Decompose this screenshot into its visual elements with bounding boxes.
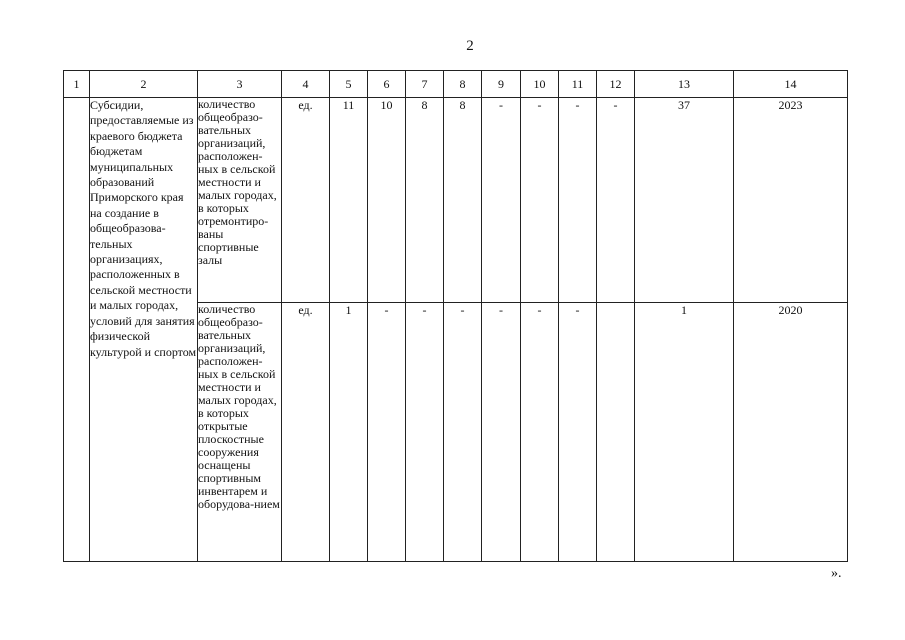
unit-cell: ед. <box>282 303 330 562</box>
value-cell-7: - <box>406 303 444 562</box>
header-cell-4: 4 <box>282 71 330 98</box>
value-cell-9: - <box>482 303 521 562</box>
indicator-cell: количество общеобразо-вательных организаций, расположен-ных в сельской местности и малых городах, в которых открытые плоскостные сооружения оснащены спортивным инвентарем и оборудова-нием <box>198 303 282 562</box>
header-cell-7: 7 <box>406 71 444 98</box>
program-table <box>63 70 848 562</box>
value-cell-9: - <box>482 98 521 303</box>
header-cell-3: 3 <box>198 71 282 98</box>
value-cell-10: - <box>521 303 559 562</box>
header-cell-14: 14 <box>734 71 848 98</box>
total-cell: 37 <box>635 98 734 303</box>
indicator-cell: количество общеобразо-вательных организаций, расположен-ных в сельской местности и малых городах, в которых отремонтиро-ваны спортивные залы <box>198 98 282 303</box>
value-cell-12 <box>597 303 635 562</box>
header-cell-9: 9 <box>482 71 521 98</box>
row-number-cell <box>64 98 90 562</box>
value-cell-6: 10 <box>368 98 406 303</box>
closing-quote-mark: ». <box>831 566 842 581</box>
value-cell-12: - <box>597 98 635 303</box>
header-cell-12: 12 <box>597 71 635 98</box>
value-cell-6: - <box>368 303 406 562</box>
page-number: 2 <box>466 38 474 54</box>
value-cell-11: - <box>559 98 597 303</box>
header-cell-8: 8 <box>444 71 482 98</box>
header-cell-13: 13 <box>635 71 734 98</box>
table-row <box>64 98 848 303</box>
header-cell-6: 6 <box>368 71 406 98</box>
value-cell-5: 11 <box>330 98 368 303</box>
header-cell-5: 5 <box>330 71 368 98</box>
value-cell-11: - <box>559 303 597 562</box>
value-cell-8: - <box>444 303 482 562</box>
header-cell-1: 1 <box>64 71 90 98</box>
header-cell-2: 2 <box>90 71 198 98</box>
header-cell-10: 10 <box>521 71 559 98</box>
header-cell-11: 11 <box>559 71 597 98</box>
measure-name-cell: Субсидии, предоставляемые из краевого бюджета бюджетам муниципальных образований Приморского края на создание в общеобразова-тельных организациях, расположенных в сельской местности и малых городах, условий для занятия физической культурой и спортом <box>90 98 198 562</box>
value-cell-7: 8 <box>406 98 444 303</box>
unit-cell: ед. <box>282 98 330 303</box>
value-cell-8: 8 <box>444 98 482 303</box>
total-cell: 1 <box>635 303 734 562</box>
value-cell-10: - <box>521 98 559 303</box>
year-cell: 2020 <box>734 303 848 562</box>
year-cell: 2023 <box>734 98 848 303</box>
value-cell-5: 1 <box>330 303 368 562</box>
header-row <box>64 71 848 98</box>
